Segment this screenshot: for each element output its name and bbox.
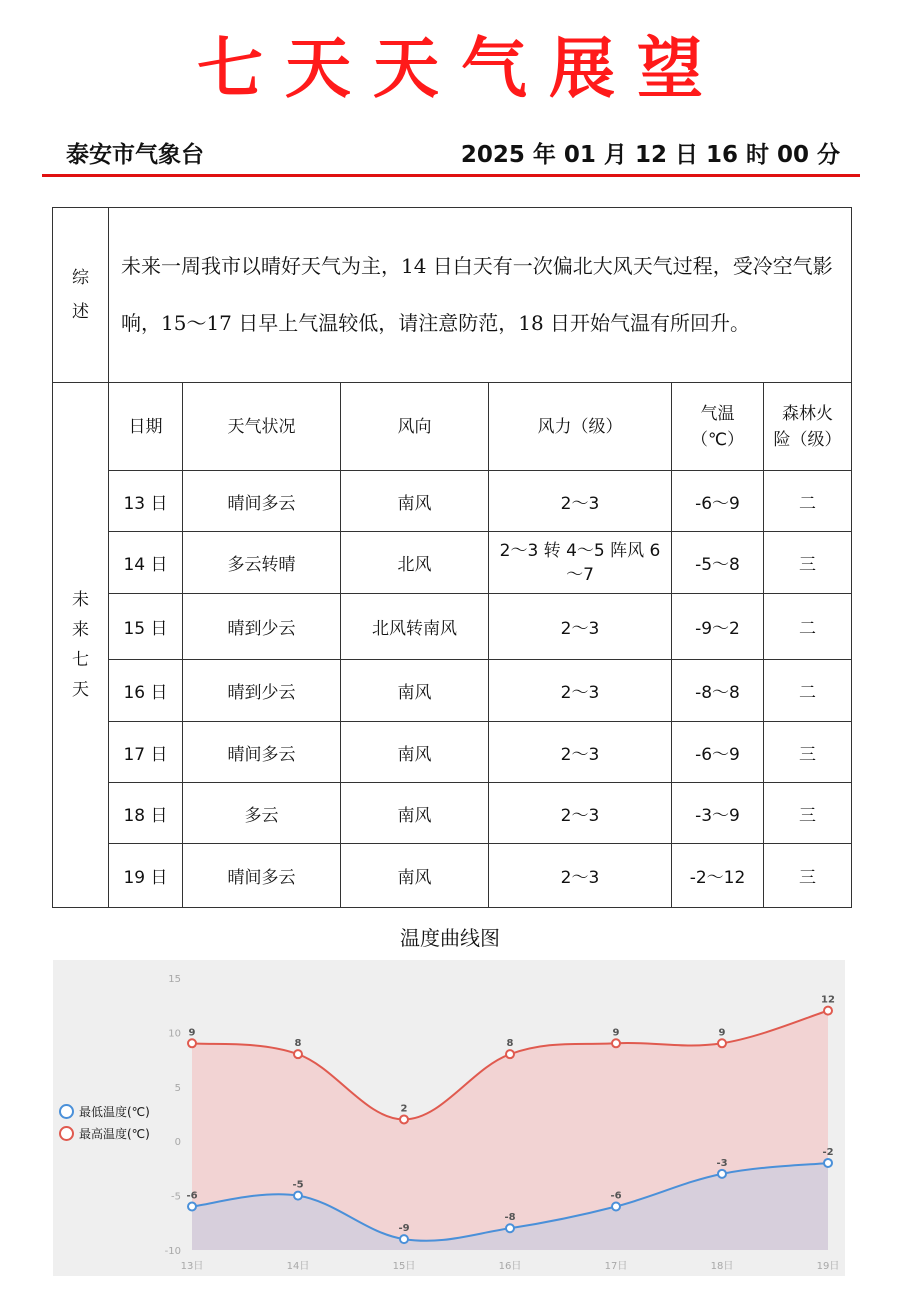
series-low-data-label: -6 [186,1190,198,1202]
summary-text: 未来一周我市以晴好天气为主，14 日白天有一次偏北大风天气过程，受冷空气影响，15～17 日早上气温较低，请注意防范，18 日开始气温有所回升。 [109,208,852,383]
x-tick-label: 16日 [498,1261,522,1272]
cell-weather: 多云转晴 [183,532,341,594]
cell-fire: 三 [764,532,852,594]
cell-date: 16 日 [109,660,183,722]
table-row [53,722,852,783]
cell-fire: 二 [764,594,852,660]
series-high-point [824,1007,832,1015]
table-row [53,783,852,844]
series-low-point [718,1170,726,1178]
x-tick-label: 19日 [816,1261,840,1272]
cell-wind-force: 2～3 [489,471,672,532]
cell-temp: -6～9 [672,471,764,532]
series-low-point [506,1224,514,1232]
cell-weather: 晴到少云 [183,594,341,660]
col-header-wind-force: 风力（级） [489,383,672,471]
chart-legend [59,1100,150,1144]
cell-temp: -3～9 [672,783,764,844]
summary-row [53,208,852,383]
series-high-data-label: 8 [506,1038,514,1050]
cell-temp: -9～2 [672,594,764,660]
series-low-point [612,1202,620,1210]
cell-date: 18 日 [109,783,183,844]
col-header-date: 日期 [109,383,183,471]
y-tick-label: 15 [168,974,181,985]
series-high-point [506,1050,514,1058]
table-row [53,594,852,660]
series-low-point [824,1159,832,1167]
cell-fire: 三 [764,783,852,844]
series-high-data-label: 2 [400,1103,408,1115]
cell-wind-dir: 北风 [341,532,489,594]
cell-weather: 晴到少云 [183,660,341,722]
col-header-temp-line1: 气温 [700,403,735,424]
col-header-fire [764,383,852,471]
series-high-data-label: 9 [188,1027,196,1039]
summary-label [53,208,109,383]
cell-fire: 三 [764,844,852,908]
series-low-data-label: -3 [716,1157,728,1169]
cell-wind-dir: 南风 [341,722,489,783]
chart-title: 温度曲线图 [400,926,500,950]
series-low-data-label: -9 [398,1223,410,1235]
x-tick-label: 13日 [180,1261,204,1272]
y-tick-label: -10 [164,1246,181,1257]
summary-label-text: 综述 [72,268,89,322]
x-tick-label: 17日 [604,1261,628,1272]
cell-wind-dir: 北风转南风 [341,594,489,660]
cell-temp: -2～12 [672,844,764,908]
cell-wind-force: 2～3 转 4～5 阵风 6～7 [489,532,672,594]
cell-date: 17 日 [109,722,183,783]
y-tick-label: 10 [168,1028,181,1040]
cell-date: 19 日 [109,844,183,908]
cell-wind-force: 2～3 [489,722,672,783]
cell-date: 13 日 [109,471,183,532]
y-tick-label: 0 [174,1137,181,1149]
series-low-point [294,1192,302,1200]
future-label [53,383,109,908]
agency-name: 泰安市气象台 [66,142,204,168]
cell-weather: 晴间多云 [183,722,341,783]
cell-wind-dir: 南风 [341,844,489,908]
series-high-point [612,1039,620,1047]
table-row [53,532,852,594]
cell-fire: 二 [764,660,852,722]
series-high-data-label: 12 [821,994,835,1006]
cell-wind-dir: 南风 [341,471,489,532]
col-header-wind-dir: 风向 [341,383,489,471]
cell-weather: 多云 [183,783,341,844]
cell-temp: -6～9 [672,722,764,783]
cell-wind-dir: 南风 [341,660,489,722]
chart-svg [53,960,845,1276]
series-high-data-label: 9 [612,1027,620,1039]
series-low-data-label: -6 [610,1190,622,1202]
y-tick-label: 5 [174,1082,181,1094]
legend-high-marker [59,1126,74,1141]
legend-low-label: 最低温度(℃) [79,1104,150,1119]
series-low-data-label: -5 [292,1179,304,1191]
series-low-point [400,1235,408,1243]
x-tick-label: 14日 [286,1261,310,1272]
table-row [53,471,852,532]
table-header-row [53,383,852,471]
legend-low-marker [59,1104,74,1119]
x-tick-label: 15日 [392,1261,416,1272]
cell-wind-force: 2～3 [489,660,672,722]
header-rule [42,174,860,177]
cell-date: 15 日 [109,594,183,660]
cell-wind-force: 2～3 [489,594,672,660]
issue-datetime: 2025 年 01 月 12 日 16 时 00 分 [460,142,840,168]
col-header-weather: 天气状况 [183,383,341,471]
series-high-point [188,1039,196,1047]
series-high-data-label: 8 [294,1038,302,1050]
series-low-data-label: -2 [822,1146,834,1158]
series-high-data-label: 9 [718,1027,726,1039]
legend-high-label: 最高温度(℃) [79,1126,150,1141]
table-row [53,660,852,722]
temperature-chart [53,960,845,1276]
col-header-temp-line2: （℃） [690,429,745,450]
x-tick-label: 18日 [710,1261,734,1272]
cell-temp: -5～8 [672,532,764,594]
legend-item-high[interactable] [59,1122,150,1144]
table-row [53,844,852,908]
col-header-temp [672,383,764,471]
cell-fire: 二 [764,471,852,532]
series-high-point [294,1050,302,1058]
cell-date: 14 日 [109,532,183,594]
y-tick-label: -5 [171,1191,181,1203]
cell-temp: -8～8 [672,660,764,722]
series-low-point [188,1202,196,1210]
future-label-text: 未来七天 [72,590,89,700]
page-title: 七天天气展望 [197,29,725,107]
cell-weather: 晴间多云 [183,844,341,908]
cell-wind-force: 2～3 [489,783,672,844]
col-header-fire-line1: 森林火 [782,403,834,424]
cell-wind-force: 2～3 [489,844,672,908]
series-low-data-label: -8 [504,1212,516,1224]
series-high-point [400,1115,408,1123]
cell-wind-dir: 南风 [341,783,489,844]
series-high-point [718,1039,726,1047]
forecast-table [52,207,852,908]
legend-item-low[interactable] [59,1100,150,1122]
col-header-fire-line2: 险（级） [773,429,842,450]
cell-fire: 三 [764,722,852,783]
cell-weather: 晴间多云 [183,471,341,532]
